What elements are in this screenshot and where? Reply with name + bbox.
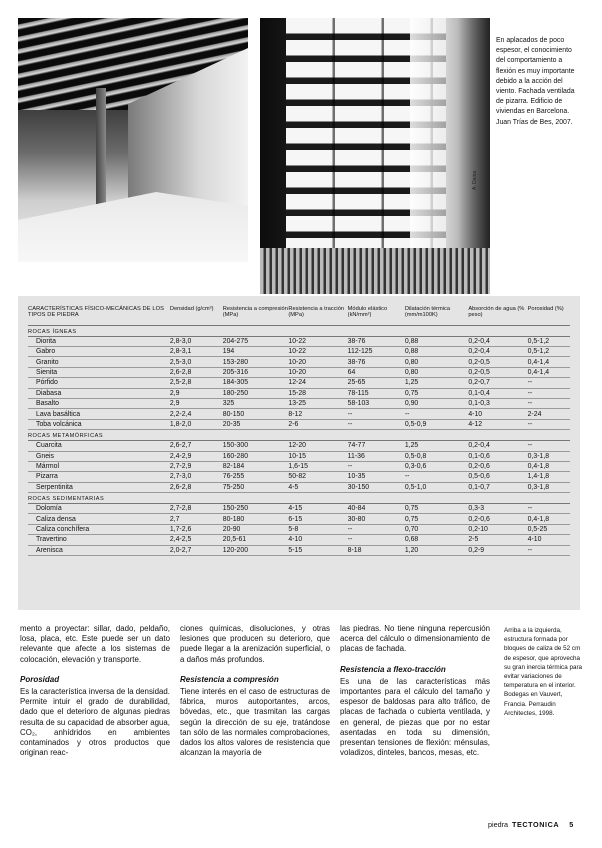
table-cell: 2,7-3,0 — [170, 472, 223, 482]
table-cell: 4-10 — [468, 409, 527, 419]
photo-pillar — [96, 88, 106, 208]
table-cell: 0,88 — [405, 346, 469, 356]
table-cell: 160-280 — [223, 451, 289, 461]
table-row — [28, 419, 570, 429]
table-cell: Diabasa — [28, 388, 170, 398]
table-cell: Cuarcita — [28, 441, 170, 451]
table-cell: 2,7-2,9 — [170, 461, 223, 471]
table-cell: -- — [405, 409, 469, 419]
footer-section: piedra — [488, 820, 508, 829]
text-column-2 — [180, 624, 330, 758]
table-cell: 4-5 — [288, 482, 347, 492]
paragraph: mento a proyectar: sillar, dado, peldaño, losa, placa, etc. Este puede ser un dato relevante que afecte a los sistemas de colocación, elevación y transporte. — [20, 624, 170, 664]
heading-resistencia-compresion: Resistencia a compresión — [180, 674, 279, 684]
section-title: ROCAS SEDIMENTARIAS — [28, 493, 570, 504]
table-cell: 20-90 — [223, 524, 289, 534]
table-cell: 80-150 — [223, 409, 289, 419]
table-cell: -- — [528, 398, 570, 408]
header-thermal-expansion: Dilatación térmica (mm/m100K) — [405, 306, 469, 325]
table-cell: 58-103 — [348, 398, 405, 408]
table-cell: 0,88 — [405, 336, 469, 346]
table-cell: Pórfido — [28, 378, 170, 388]
table-cell: 1,7-2,6 — [170, 524, 223, 534]
text-column-1 — [20, 624, 170, 758]
table-row — [28, 378, 570, 388]
table-cell: 180-250 — [223, 388, 289, 398]
table-cell: 2-24 — [528, 409, 570, 419]
table-cell: 0,2-0,4 — [468, 346, 527, 356]
table-cell: 0,1-0,7 — [468, 482, 527, 492]
table-row — [28, 482, 570, 492]
table-cell: 0,5-1,0 — [405, 482, 469, 492]
table-cell: 150-250 — [223, 504, 289, 514]
table-cell: 2,4-2,9 — [170, 451, 223, 461]
table-cell: Toba volcánica — [28, 419, 170, 429]
table-cell: 8-12 — [288, 409, 347, 419]
table-cell: 30-80 — [348, 514, 405, 524]
table-cell: 75-250 — [223, 482, 289, 492]
table-cell: 0,2-0,4 — [468, 336, 527, 346]
table-cell: 10-22 — [288, 346, 347, 356]
paragraph: Es la característica inversa de la densidad. Permite intuir el grado de durabilidad, dado que el deterioro de algunas piedras resulta de su capacidad de absorber agua, CO₂, anhídridos en ambientes contaminados y otros productos que originan reac- — [20, 687, 170, 758]
table-cell: -- — [528, 441, 570, 451]
table-cell: 0,75 — [405, 388, 469, 398]
table-cell: 1,4-1,8 — [528, 472, 570, 482]
table-cell: 10-20 — [288, 367, 347, 377]
table-cell: 12-20 — [288, 441, 347, 451]
table-cell: Serpentinita — [28, 482, 170, 492]
header-porosity: Porosidad (%) — [528, 306, 570, 325]
paragraph: las piedras. No tiene ninguna repercusión acerca del cálculo o dimensionamiento de placas de fachada. — [340, 624, 490, 654]
table-row — [28, 398, 570, 408]
table-cell: 0,5-0,9 — [405, 419, 469, 429]
table-cell: Granito — [28, 357, 170, 367]
paragraph: Tiene interés en el caso de estructuras de fábrica, muros autoportantes, arcos, bóvedas, etc., que trasmitan las cargas según la dirección de su eje, tratándose tan sólo de las normales comprobaciones, dados los altos valores de resistencia que alcanzan la mayoría de — [180, 687, 330, 758]
table-cell: 112-125 — [348, 346, 405, 356]
table-row — [28, 346, 570, 356]
table-row — [28, 472, 570, 482]
section-title: ROCAS ÍGNEAS — [28, 325, 570, 336]
table-cell: 1,20 — [405, 545, 469, 555]
table-cell: 4-12 — [468, 419, 527, 429]
table-cell: 1,8-2,0 — [170, 419, 223, 429]
header-traction: Resistencia a tracción (MPa) — [288, 306, 347, 325]
table-cell: 64 — [348, 367, 405, 377]
table-cell: 0,2-0,5 — [468, 367, 527, 377]
table-cell: 0,5-1,2 — [528, 336, 570, 346]
table-cell: 38-76 — [348, 336, 405, 346]
table-cell: 0,4-1,8 — [528, 461, 570, 471]
table-cell: 0,2-0,6 — [468, 461, 527, 471]
table-cell: -- — [528, 378, 570, 388]
table-cell: 5-8 — [288, 524, 347, 534]
table-row — [28, 357, 570, 367]
table-section-row — [28, 325, 570, 336]
table-cell: 0,2-0,7 — [468, 378, 527, 388]
table-cell: 76-255 — [223, 472, 289, 482]
table-cell: Basalto — [28, 398, 170, 408]
table-cell: Travertino — [28, 535, 170, 545]
table-cell: 13-25 — [288, 398, 347, 408]
table-cell: 0,1-0,3 — [468, 398, 527, 408]
table-cell: -- — [348, 461, 405, 471]
table-cell: 0,4-1,4 — [528, 357, 570, 367]
table-cell: 12-24 — [288, 378, 347, 388]
table-cell: -- — [348, 524, 405, 534]
table-header-row — [28, 306, 570, 325]
table-cell: 0,5-0,6 — [468, 472, 527, 482]
table-section-row — [28, 430, 570, 441]
header-water-absorption: Absorción de agua (% peso) — [468, 306, 527, 325]
table-cell: -- — [528, 504, 570, 514]
table-cell: 0,1-0,4 — [468, 388, 527, 398]
table-row — [28, 514, 570, 524]
table-cell: Mármol — [28, 461, 170, 471]
table-cell: 2,8-3,0 — [170, 336, 223, 346]
table-row — [28, 461, 570, 471]
table-cell: 120-200 — [223, 545, 289, 555]
table-cell: 2,6-2,7 — [170, 441, 223, 451]
photo-slate-facade — [260, 18, 490, 294]
table-cell: 25-65 — [348, 378, 405, 388]
table-cell: 2-6 — [288, 419, 347, 429]
table-cell: 30-150 — [348, 482, 405, 492]
cellar-caption: Arriba a la izquierda, estructura formada por bloques de caliza de 52 cm de espesor, que aprovecha su gran inercia térmica para evitar variaciones de temperatura en el interior. Bodegas en Vauvert, Francia. Perraudin Architectes, 1998. — [504, 627, 583, 717]
table-row — [28, 441, 570, 451]
table-cell: 4-10 — [528, 535, 570, 545]
table-row — [28, 367, 570, 377]
table-cell: 20,5-61 — [223, 535, 289, 545]
paragraph: Es una de las características más importantes para el cálculo del tamaño y espesor de baldosas para alto tráfico, de placas de fachada o cubierta ventilada, y en general, de piezas que por no estar asentadas en toda su dimensión, presentan tensiones de flexión: ménsulas, voladizos, dinteles, bancos, mesas, etc. — [340, 676, 490, 758]
table-cell: 0,80 — [405, 367, 469, 377]
table-cell: 2,8-3,1 — [170, 346, 223, 356]
table-cell: 74-77 — [348, 441, 405, 451]
table-cell: -- — [528, 419, 570, 429]
table-row — [28, 388, 570, 398]
table-cell: 0,70 — [405, 524, 469, 534]
table-cell: 6-15 — [288, 514, 347, 524]
table-cell: -- — [528, 545, 570, 555]
stone-properties-table-panel — [18, 296, 580, 610]
header-elastic-modulus: Módulo elástico (kN/mm²) — [348, 306, 405, 325]
table-cell: 2,7-2,8 — [170, 504, 223, 514]
table-cell: Lava basáltica — [28, 409, 170, 419]
header-density: Densidad (g/cm³) — [170, 306, 223, 325]
table-cell: 2,7 — [170, 514, 223, 524]
table-row — [28, 545, 570, 555]
heading-porosidad: Porosidad — [20, 674, 60, 684]
table-cell: 4-15 — [288, 504, 347, 514]
table-cell: 2,9 — [170, 398, 223, 408]
table-cell: 0,4-1,8 — [528, 514, 570, 524]
table-cell: Gabro — [28, 346, 170, 356]
stone-properties-table — [28, 306, 570, 556]
table-cell: 10-15 — [288, 451, 347, 461]
table-cell: 11-36 — [348, 451, 405, 461]
table-cell: 0,90 — [405, 398, 469, 408]
facade-caption: En aplacados de poco espesor, el conocimiento del comportamiento a flexión es muy importante debido a la acción del viento. Fachada ventilada de pizarra. Edificio de viviendas en Barcelona. Juan Trías de Bes, 2007. — [496, 37, 575, 126]
table-cell: 80-180 — [223, 514, 289, 524]
table-cell: 2,6-2,8 — [170, 367, 223, 377]
table-cell: 0,80 — [405, 357, 469, 367]
table-cell: 325 — [223, 398, 289, 408]
table-cell: 78-115 — [348, 388, 405, 398]
table-cell: 2-5 — [468, 535, 527, 545]
page-footer — [488, 820, 573, 829]
photo-cellar-interior — [18, 18, 248, 262]
table-cell: 2,5-2,8 — [170, 378, 223, 388]
header-compression: Resistencia a compresión (MPa) — [223, 306, 289, 325]
table-cell: -- — [528, 388, 570, 398]
table-cell: 10-22 — [288, 336, 347, 346]
table-cell: 40-84 — [348, 504, 405, 514]
table-cell: 0,2-0,5 — [468, 357, 527, 367]
table-cell: Sienita — [28, 367, 170, 377]
table-cell: 2,0-2,7 — [170, 545, 223, 555]
table-cell: 204-275 — [223, 336, 289, 346]
table-cell: 0,2-10 — [468, 524, 527, 534]
table-cell: Gneis — [28, 451, 170, 461]
photo-credit: A. Daina — [472, 170, 478, 190]
heading-resistencia-flexo-traccion: Resistencia a flexo-tracción — [340, 664, 446, 674]
table-row — [28, 451, 570, 461]
table-cell: 1,25 — [405, 441, 469, 451]
table-cell: 2,5-3,0 — [170, 357, 223, 367]
table-cell: 8-18 — [348, 545, 405, 555]
header-property: CARACTERÍSTICAS FÍSICO-MECÁNICAS DE LOS TIPOS DE PIEDRA — [28, 306, 170, 325]
table-cell: 0,5-25 — [528, 524, 570, 534]
paragraph: ciones químicas, disoluciones, y otras lesiones que producen su deterioro, que puede llegar a la arenización superficial, o a daños más profundos. — [180, 624, 330, 664]
table-cell: 0,4-1,4 — [528, 367, 570, 377]
table-cell: 0,2-0,6 — [468, 514, 527, 524]
table-cell: 10-20 — [288, 357, 347, 367]
table-cell: 0,2-9 — [468, 545, 527, 555]
footer-magazine-name: TECTONICA — [511, 820, 560, 829]
table-cell: 1,6-15 — [288, 461, 347, 471]
photo-facade-base — [260, 248, 490, 294]
section-title: ROCAS METAMÓRFICAS — [28, 430, 570, 441]
table-cell: Dolomía — [28, 504, 170, 514]
table-cell: 0,3-0,6 — [405, 461, 469, 471]
table-cell: Caliza densa — [28, 514, 170, 524]
table-cell: 0,3-3 — [468, 504, 527, 514]
table-cell: -- — [348, 535, 405, 545]
table-row — [28, 504, 570, 514]
table-cell: Caliza conchífera — [28, 524, 170, 534]
table-row — [28, 336, 570, 346]
table-section-row — [28, 493, 570, 504]
table-cell: 0,68 — [405, 535, 469, 545]
table-cell: 50-82 — [288, 472, 347, 482]
table-cell: 205-316 — [223, 367, 289, 377]
table-row — [28, 409, 570, 419]
table-cell: -- — [348, 409, 405, 419]
text-column-3 — [340, 624, 490, 758]
table-cell: Pizarra — [28, 472, 170, 482]
page-number: 5 — [569, 820, 574, 829]
table-cell: 0,3-1,8 — [528, 482, 570, 492]
table-cell: 20-35 — [223, 419, 289, 429]
table-cell: 4-10 — [288, 535, 347, 545]
table-cell: 194 — [223, 346, 289, 356]
table-cell: 150-300 — [223, 441, 289, 451]
table-cell: Diorita — [28, 336, 170, 346]
table-cell: 0,5-0,8 — [405, 451, 469, 461]
table-cell: 2,6-2,8 — [170, 482, 223, 492]
table-cell: 5-15 — [288, 545, 347, 555]
table-cell: 2,9 — [170, 388, 223, 398]
table-cell: 0,75 — [405, 504, 469, 514]
table-cell: 0,3-1,8 — [528, 451, 570, 461]
table-cell: 153-280 — [223, 357, 289, 367]
table-cell: 0,1-0,6 — [468, 451, 527, 461]
table-cell: 15-28 — [288, 388, 347, 398]
table-row — [28, 524, 570, 534]
table-cell: 2,4-2,5 — [170, 535, 223, 545]
table-cell: 10-35 — [348, 472, 405, 482]
table-cell: 38-76 — [348, 357, 405, 367]
table-cell: Arenisca — [28, 545, 170, 555]
table-cell: 0,75 — [405, 514, 469, 524]
table-cell: 184-305 — [223, 378, 289, 388]
table-cell: 1,25 — [405, 378, 469, 388]
table-cell: -- — [348, 419, 405, 429]
table-cell: 2,2-2,4 — [170, 409, 223, 419]
table-cell: 82-184 — [223, 461, 289, 471]
table-cell: -- — [405, 472, 469, 482]
table-cell: 0,5-1,2 — [528, 346, 570, 356]
table-cell: 0,2-0,4 — [468, 441, 527, 451]
table-row — [28, 535, 570, 545]
photo-floor — [18, 192, 248, 262]
